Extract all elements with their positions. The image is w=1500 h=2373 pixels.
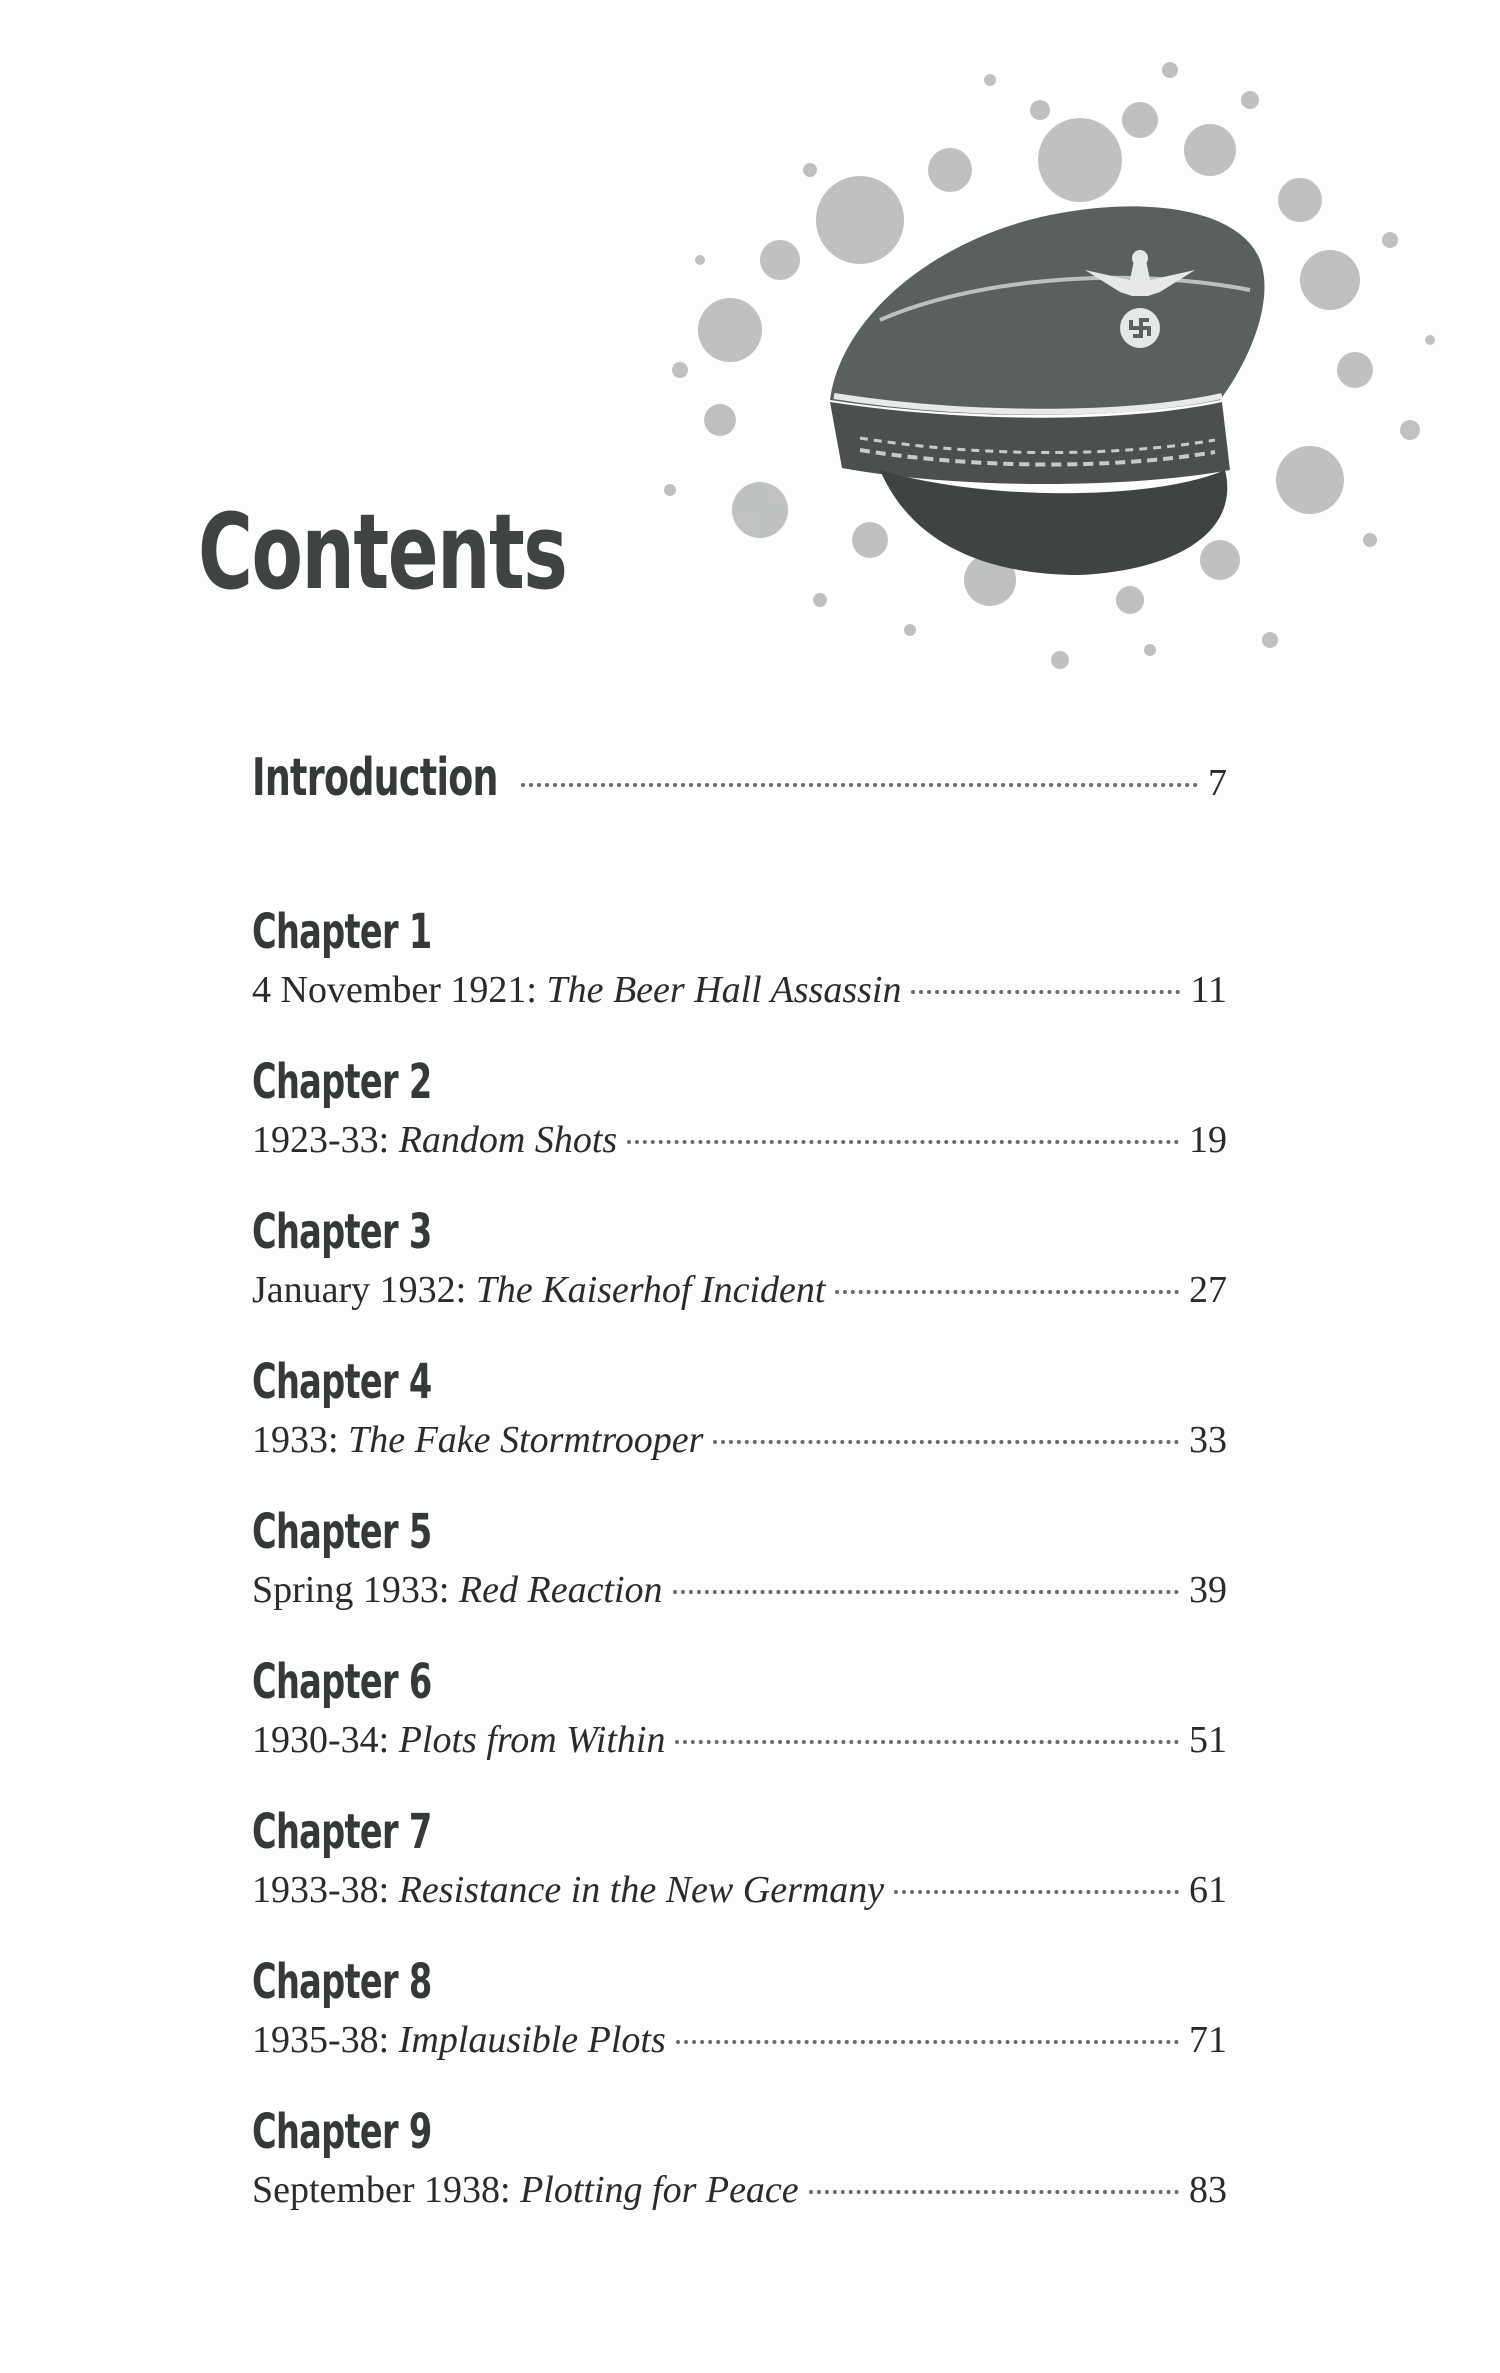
chapter-heading [252, 1412, 703, 1468]
chapter-title: The Beer Hall Assassin [546, 969, 902, 1011]
dot-leader [894, 1890, 1179, 1894]
chapter-title: The Kaiserhof Incident [475, 1269, 826, 1311]
chapter-label: Chapter 2 [252, 1054, 432, 1110]
officer-cap-illustration [610, 40, 1450, 700]
introduction-label: Introduction [252, 748, 498, 808]
chapter-date: January 1932: [252, 1269, 467, 1311]
toc-entry-chapter-8[interactable] [252, 1952, 1227, 2068]
chapter-date: 1933-38: [252, 1869, 390, 1911]
chapter-heading [252, 1262, 825, 1318]
page-number: 7 [1208, 762, 1227, 804]
chapter-label: Chapter 3 [252, 1204, 432, 1260]
chapter-date: Spring 1933: [252, 1569, 450, 1611]
toc-entry-chapter-7[interactable] [252, 1802, 1227, 1918]
chapter-title: The Fake Stormtrooper [348, 1419, 704, 1461]
chapter-label: Chapter 4 [252, 1354, 432, 1410]
dot-leader [673, 1590, 1179, 1594]
page-number: 11 [1190, 969, 1227, 1011]
page-number: 33 [1189, 1419, 1227, 1461]
toc-entry-chapter-3[interactable] [252, 1202, 1227, 1318]
chapter-label: Chapter 1 [252, 904, 432, 960]
toc-entry-chapter-5[interactable] [252, 1502, 1227, 1618]
page-number: 39 [1189, 1569, 1227, 1611]
chapter-heading [252, 1562, 663, 1618]
chapter-date: September 1938: [252, 2169, 511, 2211]
chapter-label: Chapter 5 [252, 1504, 432, 1560]
chapter-title: Plots from Within [398, 1719, 666, 1761]
toc-entry-chapter-1[interactable] [252, 902, 1227, 1018]
chapter-heading [252, 2162, 799, 2218]
chapter-title: Red Reaction [458, 1569, 663, 1611]
toc-entry-chapter-9[interactable] [252, 2102, 1227, 2218]
chapter-date: 4 November 1921: [252, 969, 537, 1011]
chapter-date: 1933: [252, 1419, 339, 1461]
chapter-title: Resistance in the New Germany [398, 1869, 885, 1911]
chapter-heading [252, 1862, 884, 1918]
page-number: 71 [1189, 2019, 1227, 2061]
table-of-contents [252, 748, 1227, 2252]
chapter-date: 1930-34: [252, 1719, 390, 1761]
chapter-label: Chapter 8 [252, 1954, 432, 2010]
page-number: 61 [1189, 1869, 1227, 1911]
chapter-title: Implausible Plots [398, 2019, 666, 2061]
page-number: 19 [1189, 1119, 1227, 1161]
page-number: 51 [1189, 1719, 1227, 1761]
dot-leader [675, 1740, 1179, 1744]
chapter-title: Random Shots [398, 1119, 618, 1161]
chapter-label: Chapter 6 [252, 1654, 432, 1710]
dot-leader [911, 990, 1180, 994]
chapter-label: Chapter 9 [252, 2104, 432, 2160]
dot-leader [521, 783, 1198, 787]
dot-leader [809, 2190, 1179, 2194]
toc-entry-chapter-2[interactable] [252, 1052, 1227, 1168]
dot-leader [835, 1290, 1179, 1294]
chapter-heading [252, 1712, 665, 1768]
chapter-heading [252, 962, 901, 1018]
dot-leader [713, 1440, 1179, 1444]
toc-entry-introduction[interactable] [252, 748, 1227, 808]
chapter-title: Plotting for Peace [520, 2169, 799, 2211]
dot-leader [676, 2040, 1179, 2044]
toc-entry-chapter-6[interactable] [252, 1652, 1227, 1768]
chapter-date: 1935-38: [252, 2019, 390, 2061]
chapter-date: 1923-33: [252, 1119, 390, 1161]
chapter-label: Chapter 7 [252, 1804, 432, 1860]
chapter-heading [252, 2012, 666, 2068]
page-number: 27 [1189, 1269, 1227, 1311]
page-number: 83 [1189, 2169, 1227, 2211]
cap [830, 206, 1264, 575]
toc-entry-chapter-4[interactable] [252, 1352, 1227, 1468]
page-title: Contents [198, 491, 567, 613]
chapter-heading [252, 1112, 617, 1168]
dot-leader [627, 1140, 1179, 1144]
